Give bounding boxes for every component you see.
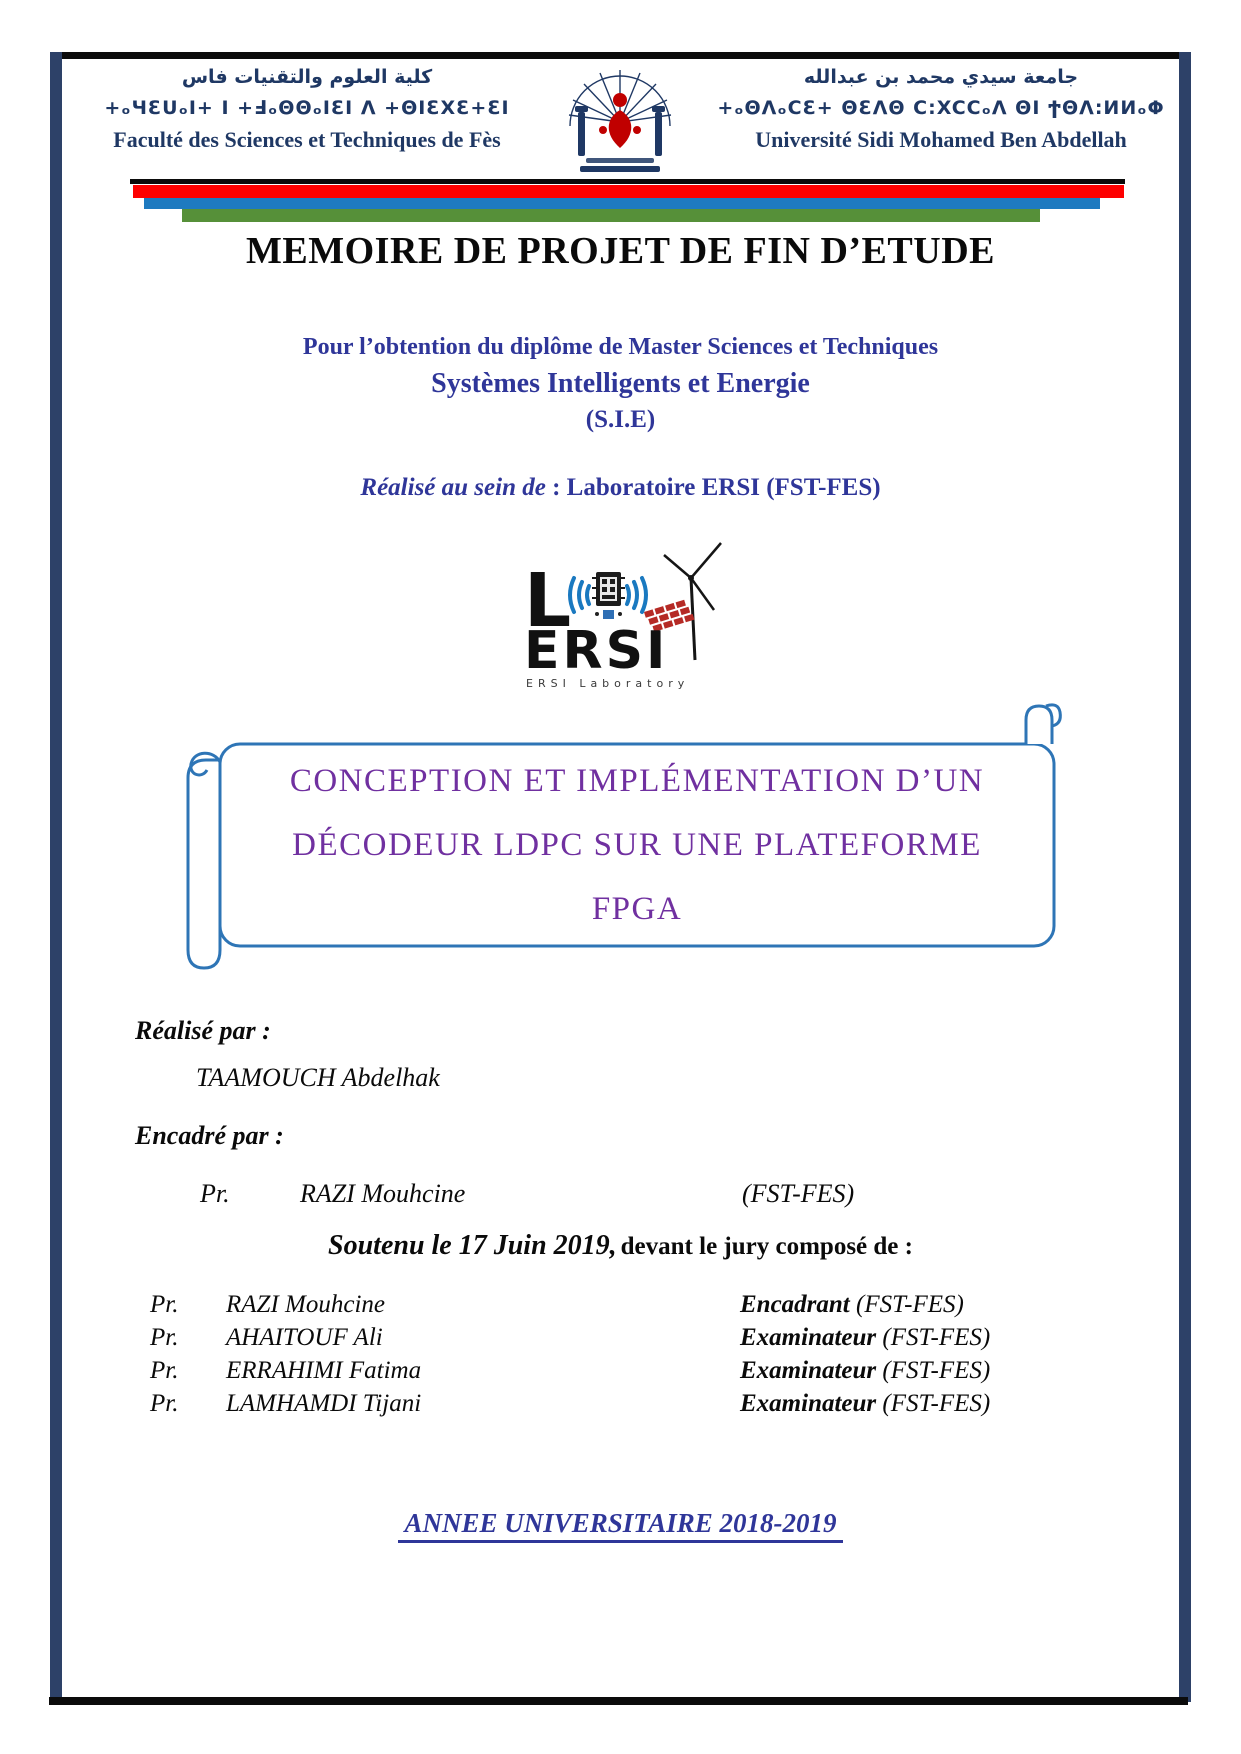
defense-line	[0, 1230, 1241, 1262]
jury-role: Examinateur	[740, 1390, 877, 1417]
faculty-name-tifinagh: +ₒЧƐUₒI+ I +ℲₒΘΘₒIƐI Λ +ΘIƐXƐ+ƐI	[104, 97, 510, 119]
university-name-french: Université Sidi Mohamed Ben Abdellah	[755, 127, 1127, 152]
thesis-title-line-2: DÉCODEUR LDPC SUR UNE PLATEFORME	[292, 827, 982, 863]
jury-role-aff	[740, 1357, 990, 1385]
logo-letter-l: L	[524, 558, 572, 644]
jury-row	[0, 1357, 1241, 1390]
author-section-label: Réalisé par :	[135, 1016, 271, 1045]
stripe-green	[182, 209, 1040, 222]
thesis-title	[220, 749, 1054, 941]
host-value: : Laboratoire ERSI (FST-FES)	[552, 474, 881, 501]
jury-row	[0, 1291, 1241, 1324]
jury-affiliation: (FST-FES)	[882, 1390, 991, 1417]
supervisor-pr: Pr.	[200, 1179, 230, 1208]
usmba-seal-icon	[556, 60, 684, 188]
jury-row	[0, 1324, 1241, 1357]
university-name-arabic: جامعة سيدي محمد بن عبدالله	[803, 66, 1079, 88]
host-label: Réalisé au sein de	[360, 474, 546, 501]
jury-affiliation: (FST-FES)	[882, 1324, 991, 1351]
jury-pr: Pr.	[150, 1357, 179, 1384]
author-name: TAAMOUCH Abdelhak	[196, 1063, 440, 1092]
jury-row	[0, 1390, 1241, 1423]
stripe-black	[130, 179, 1125, 184]
header-faculty-block	[72, 66, 542, 153]
jury-role: Encadrant	[740, 1291, 850, 1318]
jury-role-aff	[740, 1324, 990, 1352]
jury-affiliation: (FST-FES)	[856, 1291, 964, 1318]
header-university-block	[706, 66, 1176, 153]
jury-pr: Pr.	[150, 1324, 179, 1351]
stripe-blue	[144, 198, 1100, 209]
frame-top-line	[50, 52, 1191, 59]
supervisor-name: RAZI Mouhcine	[300, 1179, 466, 1208]
university-name-tifinagh: +ₒΘΛₒCƐ+ ΘƐΛΘ C:XCCₒΛ ΘI ϮΘΛ:ИИₒΦ	[717, 97, 1165, 119]
jury-role: Examinateur	[740, 1357, 877, 1384]
jury-role-aff	[740, 1390, 990, 1418]
frame-right-bar	[1179, 52, 1191, 1702]
jury-name: ERRAHIMI Fatima	[226, 1357, 422, 1384]
jury-name: RAZI Mouhcine	[226, 1291, 385, 1318]
academic-year	[0, 1508, 1241, 1539]
logo-caption: ERSI Laboratory	[526, 677, 690, 690]
faculty-name-french: Faculté des Sciences et Techniques de Fès	[113, 127, 501, 152]
frame-left-bar	[50, 52, 62, 1702]
defense-rest: devant le jury composé de :	[620, 1233, 913, 1260]
jury-role: Examinateur	[740, 1324, 877, 1351]
supervisor-section-label: Encadré par :	[135, 1121, 284, 1150]
jury-pr: Pr.	[150, 1390, 179, 1417]
jury-role-aff	[740, 1291, 964, 1319]
stripe-red	[133, 185, 1124, 198]
thesis-title-line-3: FPGA	[591, 891, 683, 927]
frame-bottom-line	[49, 1697, 1188, 1705]
jury-name: AHAITOUF Ali	[226, 1324, 383, 1351]
defense-date: Soutenu le 17 Juin 2019,	[328, 1230, 617, 1261]
degree-line-1: Pour l’obtention du diplôme de Master Sciences et Techniques	[302, 334, 939, 360]
logo-wordmark: ERSI	[524, 621, 669, 681]
supervisor-row	[0, 1179, 1241, 1212]
jury-name: LAMHAMDI Tijani	[226, 1390, 422, 1417]
jury-affiliation: (FST-FES)	[882, 1357, 991, 1384]
degree-line-2: Systèmes Intelligents et Energie	[431, 368, 810, 399]
academic-year-text: ANNEE UNIVERSITAIRE 2018-2019	[398, 1508, 842, 1543]
degree-line-3: (S.I.E)	[585, 406, 656, 433]
jury-pr: Pr.	[150, 1291, 179, 1318]
document-type-title: MEMOIRE DE PROJET DE FIN D’ETUDE	[246, 230, 995, 272]
faculty-name-arabic: كلية العلوم والتقنيات فاس	[181, 66, 433, 88]
supervisor-affiliation: (FST-FES)	[742, 1179, 855, 1208]
thesis-title-line-1: CONCEPTION ET IMPLÉMENTATION D’UN	[289, 763, 985, 799]
host-laboratory-line	[0, 474, 1241, 502]
ersi-lab-logo	[518, 540, 728, 692]
